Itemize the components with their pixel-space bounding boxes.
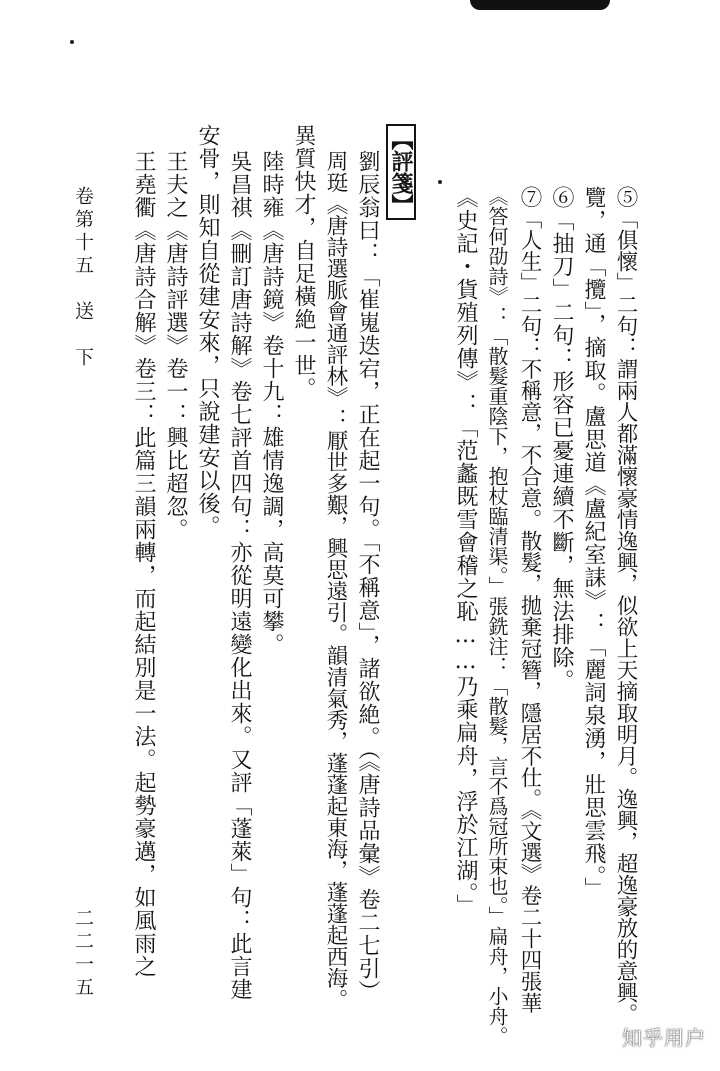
commentary-line: 安骨，則知自從建安來，只說建安以後。 (195, 124, 220, 538)
commentary-line: 王堯衢《唐詩合解》卷三：此篇三韻兩轉，而起結別是一法。起勢豪邁，如風雨之 (131, 150, 156, 978)
commentary-line: 周珽《唐詩選脈會通評林》：厭世多艱，興思遠引。韻清氣秀，蓬蓬起東海，蓬蓬起西海。 (323, 150, 348, 1010)
commentary-line: 陸時雍《唐詩鏡》卷十九：雄情逸調，高莫可攀。 (259, 150, 284, 656)
page-number: 二二一五 (72, 908, 94, 1000)
commentary-line: 劉辰翁曰：「崔嵬迭宕，正在起一句。「不稱意」，諸欲絶。（《唐詩品彙》卷二七引） (355, 150, 380, 1003)
section-header: 【評箋】 (386, 124, 416, 220)
note-line: 覽，通「攬」，摘取。盧思道《盧紀室誄》：「麗詞泉湧，壯思雲飛。」 (581, 186, 606, 900)
running-head-left: 卷第十五 送 下 (72, 186, 94, 370)
commentary-line: 異質快才，自足橫絶一世。 (291, 124, 316, 400)
speck (70, 40, 74, 44)
watermark: 知乎用户 (622, 1026, 706, 1050)
note-line: 《史記・貨殖列傳》：「范蠡既雪會稽之恥……乃乘扁舟，浮於江湖。」 (453, 186, 478, 917)
commentary-line: 王夫之《唐詩評選》卷一：興比超忽。 (163, 150, 188, 541)
note-line: ⑥「抽刀」二句：形容已憂連續不斷，無法排除。 (549, 186, 574, 692)
ink-blot (470, 0, 610, 10)
note-line: 《答何劭詩》：「散髮重陰下，抱杖臨清渠。」張銑注：「散髮，言不爲冠所束也。」扁舟，小舟。 (485, 186, 509, 1046)
speck (438, 180, 442, 184)
commentary-line: 吳昌祺《刪訂唐詩解》卷七評首四句：亦從明遠變化出來。又評「蓬萊」句：此言建 (227, 150, 252, 1001)
note-line: ⑤「俱懷」二句：謂兩人都滿懷豪情逸興，似欲上天摘取明月。逸興，超逸豪放的意興。 (613, 186, 638, 1025)
note-line: ⑦「人生」二句：不稱意，不合意。散髮，拋棄冠簪，隱居不仕。《文選》卷二十四張華 (517, 186, 542, 1014)
